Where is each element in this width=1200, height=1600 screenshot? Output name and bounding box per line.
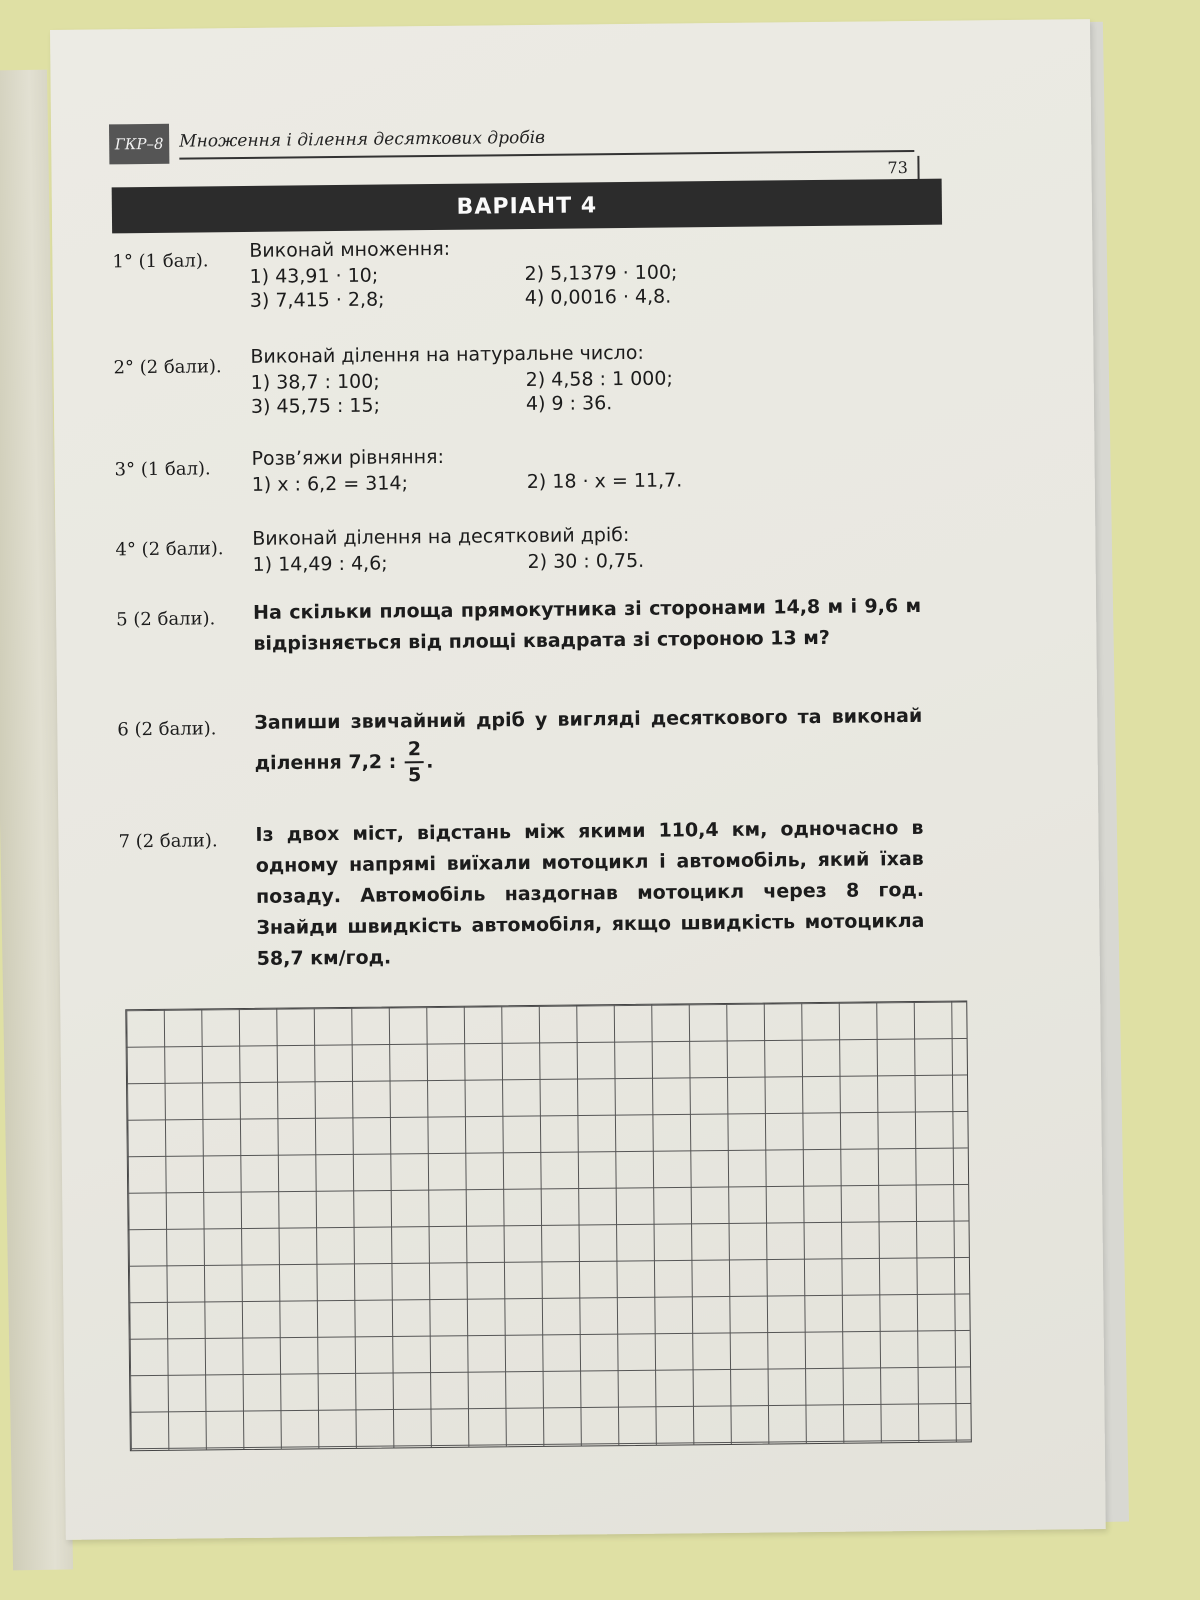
task-instruction: Виконай ділення на натуральне число:: [250, 341, 644, 368]
task-text-end: .: [426, 750, 434, 773]
task-item: 2) 18 · x = 11,7.: [526, 469, 683, 494]
task-instruction: Розв’яжи рівняння:: [251, 445, 445, 470]
task-points: 3° (1 бал).: [114, 458, 211, 481]
task-text: Запиши звичайний дріб у вигляді десяткового та виконай ділення 7,2 :: [254, 704, 923, 775]
task-instruction: Виконай множення:: [249, 237, 451, 262]
header-rule: [179, 150, 914, 160]
workbook-page: [50, 19, 1106, 1540]
task-points: 7 (2 бали).: [118, 830, 218, 853]
fraction-denominator: 5: [407, 764, 422, 787]
test-code-badge: ГКР–8: [109, 124, 169, 165]
task-item: 4) 9 : 36.: [525, 392, 613, 416]
page-header: [109, 116, 950, 180]
task-points: 4° (2 бали).: [115, 538, 224, 561]
task-text: Із двох міст, відстань між якими 110,4 км, одночасно в одному напрямі виїхали мотоцикл і автомобіль, який їхав позаду. Автомобіль наздогнав мотоцикл через 8 год. Знайди швидкість автомобіля, якщо швидкість мотоцикла 58,7 км/год.: [255, 816, 925, 970]
task-points: 5 (2 бали).: [116, 608, 216, 631]
task-item: 2) 30 : 0,75.: [527, 549, 645, 574]
task-item: 3) 7,415 · 2,8;: [249, 288, 385, 312]
answer-grid: [125, 1000, 972, 1451]
task-item: 1) x : 6,2 = 314;: [251, 472, 409, 496]
task-text: На скільки площа прямокутника зі сторонами 14,8 м і 9,6 м відрізняється від площі квадрата зі стороною 13 м?: [253, 594, 922, 655]
fraction-numerator: 2: [405, 737, 425, 763]
task-points: 1° (1 бал).: [112, 250, 209, 273]
task-item: 1) 14,49 : 4,6;: [252, 552, 388, 576]
page-number: 73: [879, 156, 920, 185]
variant-banner: ВАРІАНТ 4: [112, 179, 942, 234]
task-item: 2) 4,58 : 1 000;: [525, 367, 673, 392]
task-item: 4) 0,0016 · 4,8.: [524, 285, 672, 310]
section-title: Множення і ділення десяткових дробів: [179, 127, 546, 152]
fraction: [405, 737, 425, 787]
task-item: 1) 43,91 · 10;: [249, 264, 379, 288]
task-points: 6 (2 бали).: [117, 718, 217, 741]
task-instruction: Виконай ділення на десятковий дріб:: [252, 523, 630, 550]
task-item: 3) 45,75 : 15;: [250, 394, 381, 418]
task-item: 1) 38,7 : 100;: [250, 370, 380, 394]
task-points: 2° (2 бали).: [113, 356, 222, 379]
task-item: 2) 5,1379 · 100;: [524, 261, 678, 286]
